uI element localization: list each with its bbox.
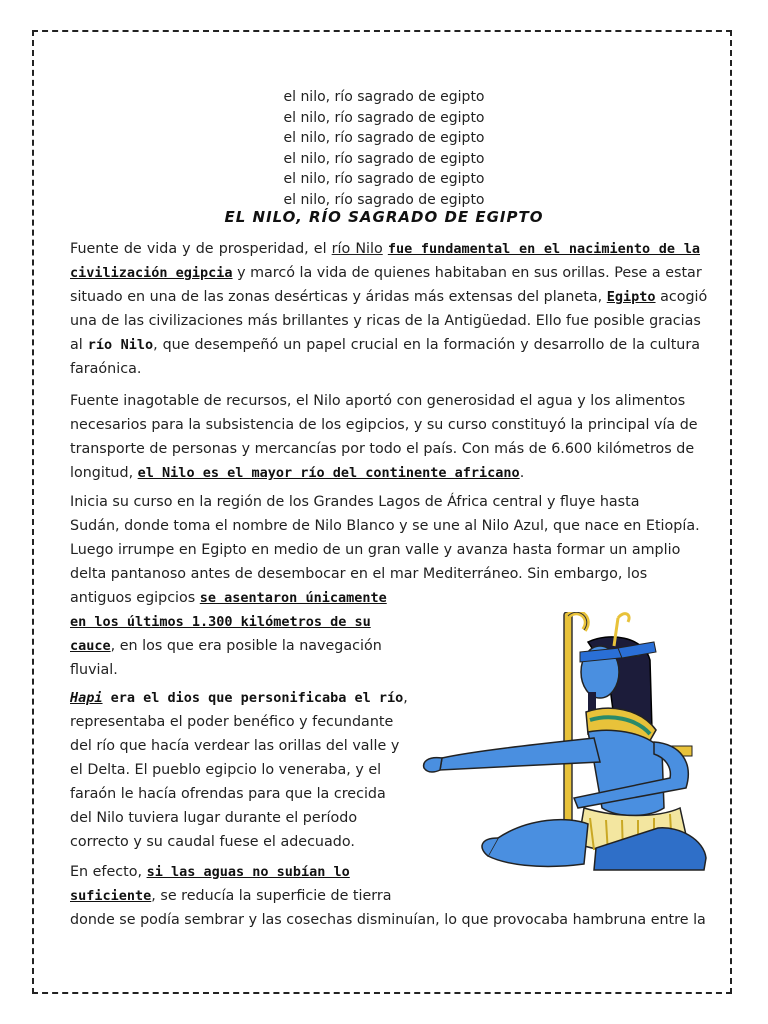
- emphasis-egipto: Egipto: [606, 289, 656, 305]
- emphasis-hapi: Hapi: [70, 690, 103, 706]
- paragraph-recursos: Fuente inagotable de recursos, el Nilo aportó con generosidad el agua y los alimentos necesarios para la subsistencia de los egipcios, y su curso constituyó la principal vía de transporte de personas y mercancías por todo el país. Con más de 6.600 kilómetros de longitud, el Nilo es el mayor río del continente africano.: [70, 393, 698, 481]
- emphasis-dios: era el dios que personificaba el río: [102, 690, 404, 706]
- page-title: EL NILO, RÍO SAGRADO DE EGIPTO: [224, 208, 544, 226]
- repeated-title-line: el nilo, río sagrado de egipto: [283, 150, 485, 167]
- paragraph-hapi: Hapi era el dios que personificaba el río, representaba el poder benéfico y fecundante del río que hacía verdear las orillas del valle y el Delta. El pueblo egipcio lo veneraba, y el faraón le hacía ofrendas para que la crecida del Nilo tuviera lugar durante el período correcto y su caudal fuese el adecuado.: [70, 690, 408, 850]
- paragraph-intro: Fuente de vida y de prosperidad, el río Nilo fue fundamental en el nacimiento de la civilización egipcia y marcó la vida de quienes habitaban en sus orillas. Pese a estar situado en una de las zonas desérticas y áridas más extensas del planeta, Egipto acogió una de las civilizaciones más brillantes y ricas de la Antigüedad. Ello fue posible gracias al río Nilo, que desempeñó un papel crucial en la formación y desarrollo de la cultura faraónica.: [70, 241, 708, 377]
- emphasis-ultimos-km: en los últimos 1.300 kilómetros de su: [70, 614, 371, 630]
- emphasis-civilizacion: civilización egipcia: [70, 265, 233, 281]
- rio-nilo-link[interactable]: río Nilo: [331, 241, 383, 257]
- repeated-title-line: el nilo, río sagrado de egipto: [283, 171, 485, 188]
- repeated-title-line: el nilo, río sagrado de egipto: [283, 89, 485, 105]
- paragraph-curso: Inicia su curso en la región de los Grandes Lagos de África central y fluye hasta Sudán, donde toma el nombre de Nilo Blanco y se une al Nilo Azul, que nace en Etiopía. Luego irrumpe en Egipto en medio de un gran valle y avanza hasta formar un amplio delta pantanoso antes de desembocar en el mar Mediterráneo. Sin embargo, los antiguos egipcios se asentaron únicamente en los últimos 1.300 kilómetros de su cauce, en los que era posible la navegación fluvial.: [70, 494, 700, 678]
- paragraph-efecto: En efecto, si las aguas no subían lo suficiente, se reducía la superficie de tierra donde se podía sembrar y las cosechas disminuían, lo que provocaba hambruna entre la: [70, 864, 706, 928]
- emphasis-asentaron: se asentaron únicamente: [199, 590, 387, 606]
- repeated-title-line: el nilo, río sagrado de egipto: [283, 191, 485, 208]
- emphasis-suficiente: suficiente: [70, 888, 152, 904]
- repeated-title-lines: [0, 87, 768, 211]
- emphasis-cauce: cauce: [70, 638, 111, 654]
- emphasis-fundamental: fue fundamental en el nacimiento de la: [387, 241, 700, 257]
- emphasis-rio-nilo: río Nilo: [87, 337, 154, 353]
- repeated-title-line: el nilo, río sagrado de egipto: [283, 109, 485, 126]
- repeated-title-line: el nilo, río sagrado de egipto: [283, 130, 485, 147]
- emphasis-mayor-rio: el Nilo es el mayor río del continente africano: [137, 465, 520, 481]
- hapi-god-illustration: [418, 612, 710, 874]
- emphasis-aguas: si las aguas no subían lo: [146, 864, 350, 880]
